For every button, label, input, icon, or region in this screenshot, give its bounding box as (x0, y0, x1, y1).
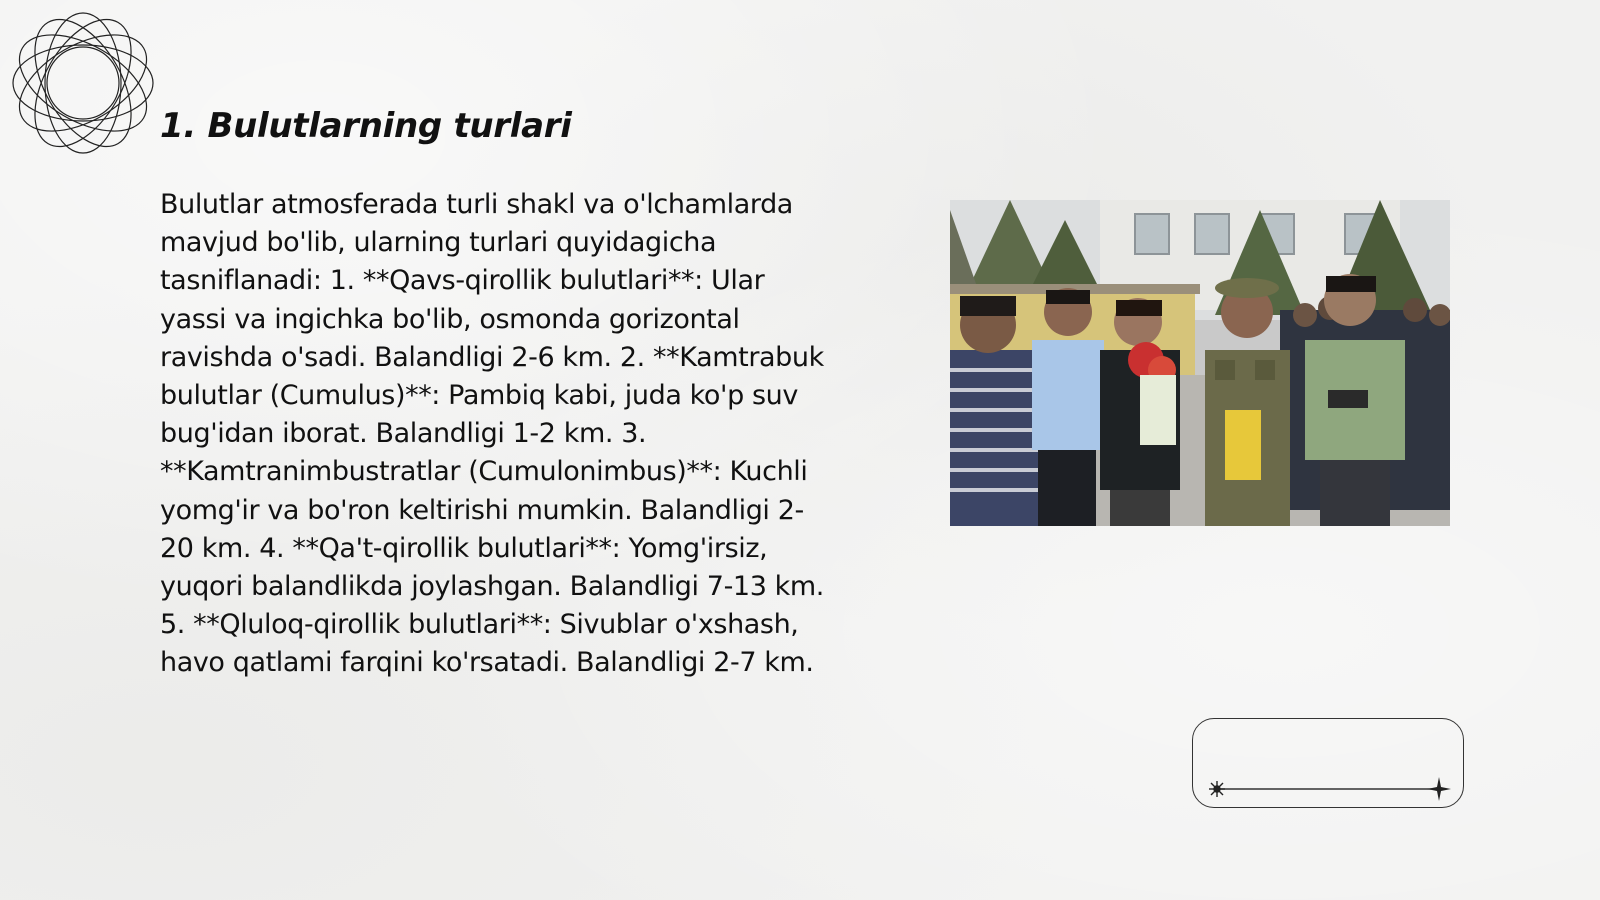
slide-title: 1. Bulutlarning turlari (160, 106, 572, 146)
sparkle-dot-icon (1209, 781, 1225, 797)
nav-card (1192, 718, 1464, 808)
interlaced-circles-ornament-icon (10, 10, 156, 156)
four-point-star-icon (1427, 777, 1451, 801)
group-photo (950, 200, 1450, 526)
slide-body-text: Bulutlar atmosferada turli shakl va o'lchamlarda mavjud bo'lib, ularning turlari quyidagicha tasniflanadi: 1. **Qavs-qirollik bulutlari**: Ular yassi va ingichka bo'lib, osmonda gorizontal ravishda o'sadi. Balandligi 2-6 km. 2. **Kamtrabuk bulutlar (Cumulus)**: Pambiq kabi, juda ko'p suv bug'idan iborat. Balandligi 1-2 km. 3. **Kamtranimbustratlar (Cumulonimbus)**: Kuchli yomg'ir va bo'ron keltirishi mumkin. Balandligi 2-20 km. 4. **Qa't-qirollik bulutlari**: Yomg'irsiz, yuqori balandlikda joylashgan. Balandligi 7-13 km. 5. **Qluloq-qirollik bulutlari**: Sivublar o'xshash, havo qatlami farqini ko'rsatadi. Balandligi 2-7 km. (160, 189, 824, 679)
